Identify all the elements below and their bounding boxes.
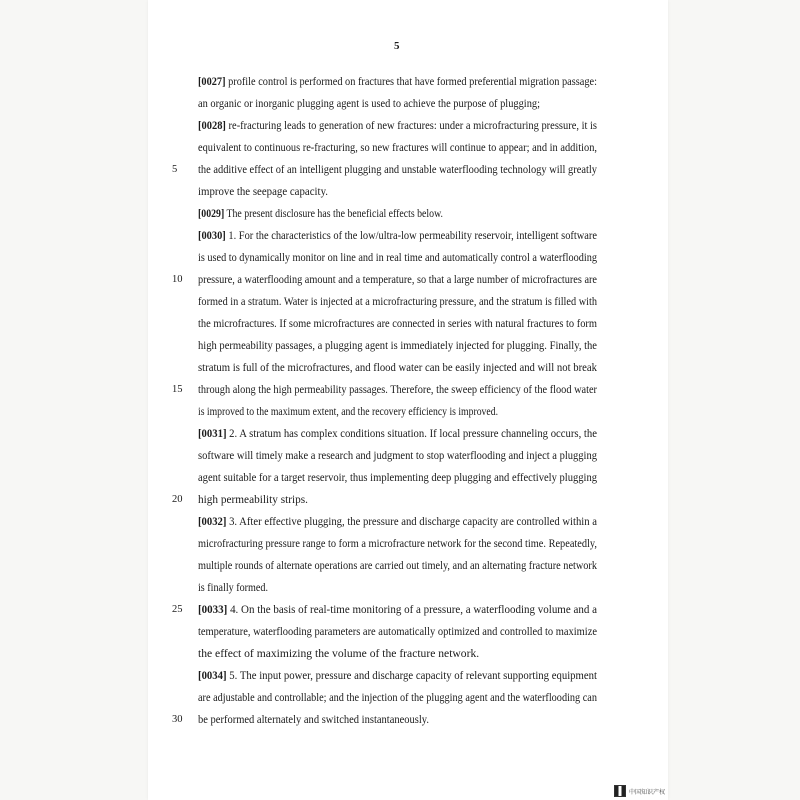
text-line: [0030] 1. For the characteristics of the low/ultra-low permeability reservoir, intelligent software (198, 229, 597, 242)
line-number: 10 (172, 274, 183, 285)
page-number: 5 (394, 40, 400, 52)
text-line: is used to dynamically monitor on line and in real time and automatically control a waterflooding (198, 251, 597, 264)
text-line: is finally formed. (198, 581, 268, 594)
text-line: are adjustable and controllable; and the injection of the plugging agent and the waterflooding can (198, 691, 597, 704)
text-line: the effect of maximizing the volume of the fracture network. (198, 647, 480, 660)
line-number: 5 (172, 164, 178, 175)
text-line: equivalent to continuous re-fracturing, so new fractures will continue to appear; and in addition, (198, 141, 597, 154)
text-line: an organic or inorganic plugging agent is used to achieve the purpose of plugging; (198, 97, 540, 110)
text-line: through along the high permeability passages. Therefore, the sweep efficiency of the flood water (198, 383, 597, 396)
text-line: the microfractures. If some microfractures are connected in series with natural fractures to form (198, 317, 597, 330)
line-number: 20 (172, 494, 183, 505)
text-line: high permeability passages, a plugging agent is immediately injected for plugging. Finally, the (198, 339, 597, 352)
qr-code-icon (614, 785, 626, 797)
text-line: [0028] re-fracturing leads to generation of new fractures: under a microfracturing pressure, it is (198, 119, 597, 132)
watermark-logo: 中国知识产权 (629, 789, 666, 796)
text-line: stratum is full of the microfractures, and flood water can be easily injected and will not break (198, 361, 597, 374)
text-line: [0031] 2. A stratum has complex conditions situation. If local pressure channeling occurs, the (198, 427, 597, 440)
line-number: 25 (172, 604, 183, 615)
text-line: agent suitable for a target reservoir, thus implementing deep plugging and effectively plugging (198, 471, 597, 484)
text-line: [0033] 4. On the basis of real-time monitoring of a pressure, a waterflooding volume and a (198, 603, 597, 616)
text-line: [0029] The present disclosure has the beneficial effects below. (198, 207, 443, 220)
text-line: software will timely make a research and judgment to stop waterflooding and inject a plugging (198, 449, 597, 462)
text-line: is improved to the maximum extent, and the recovery efficiency is improved. (198, 405, 498, 418)
line-number: 15 (172, 384, 183, 395)
text-line: [0034] 5. The input power, pressure and discharge capacity of relevant supporting equipment (198, 669, 598, 682)
text-line: be performed alternately and switched instantaneously. (198, 713, 429, 726)
text-line: multiple rounds of alternate operations are carried out timely, and an alternating fracture network (198, 559, 597, 572)
text-line: improve the seepage capacity. (198, 185, 328, 198)
text-line: formed in a stratum. Water is injected at a microfracturing pressure, and the stratum is filled with (198, 295, 597, 308)
text-line: the additive effect of an intelligent plugging and unstable waterflooding technology will greatly (198, 163, 597, 176)
text-line: high permeability strips. (198, 493, 308, 506)
text-line: microfracturing pressure range to form a microfracture network for the second time. Repeatedly, (198, 537, 597, 550)
line-number: 30 (172, 714, 183, 725)
text-line: pressure, a waterflooding amount and a temperature, so that a large number of microfractures are (198, 273, 597, 286)
text-line: temperature, waterflooding parameters are automatically optimized and controlled to maximize (198, 625, 597, 638)
text-line: [0032] 3. After effective plugging, the pressure and discharge capacity are controlled within a (198, 515, 597, 528)
text-line: [0027] profile control is performed on fractures that have formed preferential migration passage: (198, 75, 597, 88)
